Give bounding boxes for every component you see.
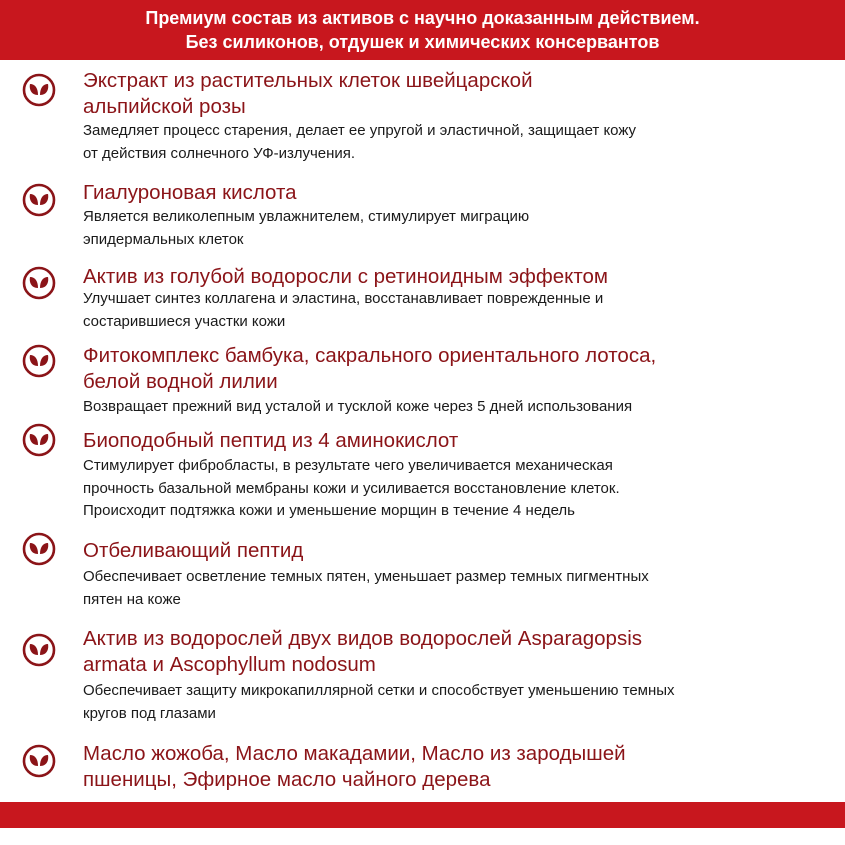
- leaf-icon: [22, 532, 56, 566]
- header-line-2: Без силиконов, отдушек и химических консервантов: [185, 32, 660, 52]
- header-line-1: Премиум состав из активов с научно доказанным действием.: [145, 8, 700, 28]
- ingredient-title: Актив из водорослей двух видов водорослей Asparagopsis armata и Ascophyllum nodosum: [83, 627, 643, 676]
- ingredient-description: Улучшает синтез коллагена и эластина, восстанавливает поврежденные и состарившиеся участки кожи: [83, 290, 604, 330]
- ingredient-description: Является великолепным увлажнителем, стимулирует миграцию эпидермальных клеток: [83, 208, 530, 248]
- leaf-icon: [22, 633, 56, 667]
- leaf-icon: [22, 183, 56, 217]
- leaf-icon: [22, 73, 56, 107]
- ingredient-title: Фитокомплекс бамбука, сакрального ориентального лотоса, белой водной лилии: [83, 344, 657, 393]
- footer-bar: [0, 802, 845, 828]
- ingredient-title: Биоподобный пептид из 4 аминокислот: [83, 429, 459, 452]
- leaf-icon: [22, 344, 56, 378]
- ingredient-description: Обеспечивает осветление темных пятен, уменьшает размер темных пигментных пятен на коже: [83, 568, 649, 608]
- ingredient-description: Стимулирует фибробласты, в результате чего увеличивается механическая прочность базальной мембраны кожи и усиливается восстановление клеток. Происходит подтяжка кожи и уменьшение морщин в течение 4 недель: [83, 457, 620, 519]
- ingredient-title: Экстракт из растительных клеток швейцарской альпийской розы: [83, 69, 533, 118]
- ingredient-title: Гиалуроновая кислота: [83, 181, 297, 204]
- leaf-icon: [22, 266, 56, 300]
- ingredient-description: Замедляет процесс старения, делает ее упругой и эластичной, защищает кожу от действия солнечного УФ-излучения.: [83, 122, 637, 162]
- ingredient-title: Отбеливающий пептид: [83, 539, 304, 562]
- leaf-icon: [22, 423, 56, 457]
- leaf-icon: [22, 744, 56, 778]
- ingredient-description: Обеспечивает защиту микрокапиллярной сетки и способствует уменьшению темных кругов под глазами: [83, 682, 675, 722]
- ingredient-title: Актив из голубой водоросли с ретиноидным эффектом: [83, 265, 609, 288]
- ingredient-description: Возвращает прежний вид усталой и тусклой коже через 5 дней использования: [83, 398, 633, 415]
- ingredient-title: Масло жожоба, Масло макадамии, Масло из зародышей пшеницы, Эфирное масло чайного дерева: [83, 742, 626, 791]
- header-banner: [0, 0, 845, 60]
